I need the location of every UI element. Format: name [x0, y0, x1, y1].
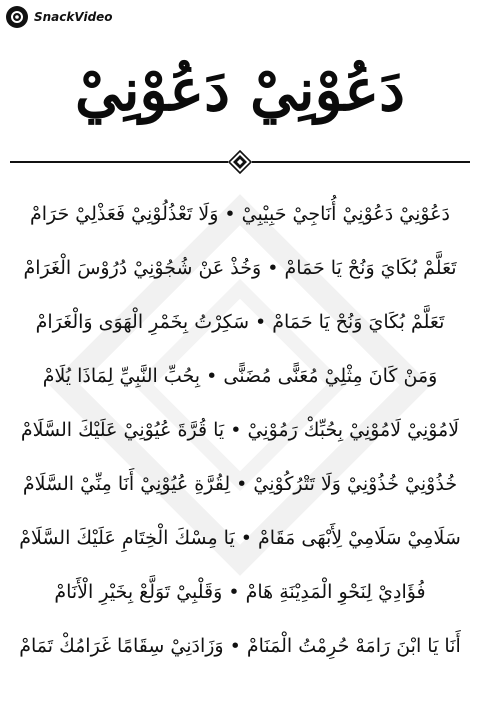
snackvideo-logo-icon	[6, 6, 28, 28]
verse-line: خُذُوْنِيْ خُذُوْنِيْ وَلَا تَتْرُكُوْنِيْ • لِقُرَّةِ عُيُوْنِيْ أَنَا مِنِّيْ السَّلَامْ	[22, 473, 458, 495]
verse-line: سَلَامِيْ سَلَامِيْ لِأَبْهَى مَقَامْ • يَا مِسْكَ الْخِتَامِ عَلَيْكَ السَّلَامْ	[19, 527, 461, 549]
verse-line: تَعَلَّمْ بُكَايَ وَنُحْ يَا حَمَامْ • وَخُذْ عَنْ شُجُوْنِيْ دُرُوْسَ الْغَرَامْ	[23, 257, 457, 279]
verse-line: تَعَلَّمْ بُكَايَ وَنُحْ يَا حَمَامْ • سَكِرْتُ بِخَمْرِ الْهَوَى وَالْغَرَامْ	[35, 311, 445, 333]
verse-line: وَمَنْ كَانَ مِثْلِيْ مُعَنًّى مُضَنًّى • بِحُبِّ النَّبِيِّ لِمَاذَا يُلَامْ	[42, 365, 438, 387]
verse-line: لَامُوْنِيْ لَامُوْنِيْ بِحُبِّكْ رَمُوْنِيْ • يَا قُرَّةَ عُيُوْنِيْ عَلَيْكَ السَّلَامْ	[20, 419, 460, 441]
verse-list	[0, 187, 480, 673]
verse-line: أَنَا يَا ابْنَ رَامَهْ حُرِمْتُ الْمَنَامْ • وَزَادَنِيْ سِقَامًا غَرَامُكْ تَمَامْ	[19, 635, 461, 657]
watermark-brand: SnackVideo	[34, 10, 113, 24]
poem-title: دَعُوْنِيْ دَعُوْنِيْ	[75, 56, 405, 124]
snackvideo-watermark	[6, 6, 113, 28]
verse-line: دَعُوْنِيْ دَعُوْنِيْ أُنَاجِيْ حَبِيْبِيْ • وَلَا تَعْذُلُوْنِيْ فَعَذْلِيْ حَرَامْ	[29, 203, 450, 225]
title-divider	[10, 150, 470, 174]
verse-line: فُؤَادِيْ لِنَحْوِ الْمَدِيْنَةِ هَامْ • وَقَلْبِيْ تَوَلَّعْ بِخَيْرِ الْأَنَامْ	[54, 581, 426, 603]
diamond-ornament-icon	[228, 150, 252, 174]
